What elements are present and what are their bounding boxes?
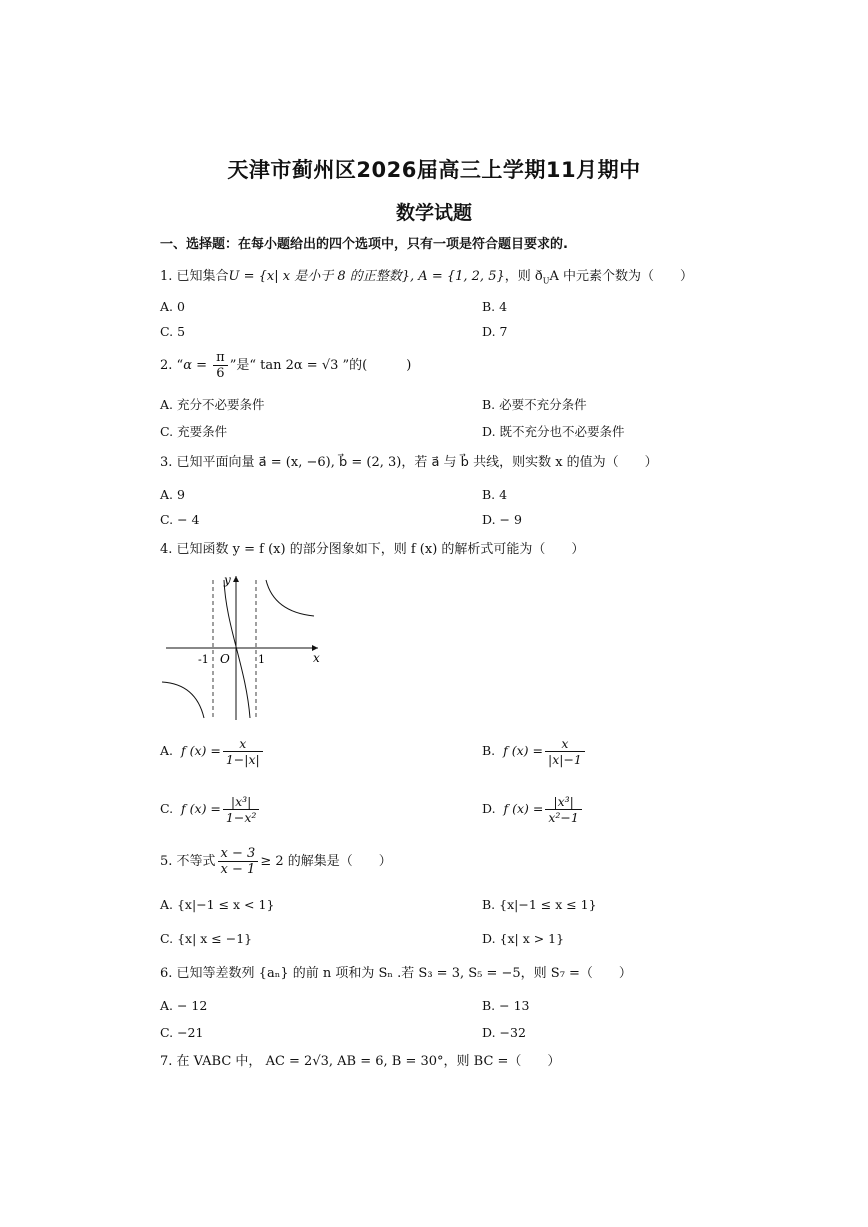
curve-middle-branch xyxy=(224,580,250,718)
q2-option-b[interactable]: B. 必要不充分条件 xyxy=(482,397,587,412)
x-axis-label: x xyxy=(313,651,320,665)
q3-option-c[interactable]: C. − 4 xyxy=(160,512,200,527)
q1-option-d[interactable]: D. 7 xyxy=(482,324,508,339)
q2-fraction: $\frac{\pi}{6}$ xyxy=(213,350,228,381)
origin-label: O xyxy=(220,652,230,666)
question-2-stem: 2. “α = $\frac{\pi}{6}$ ”是“ tan 2α = √3 ”的( ) xyxy=(160,350,412,381)
q5-option-b[interactable]: B. {x|−1 ≤ x ≤ 1} xyxy=(482,897,597,912)
q6-option-b[interactable]: B. − 13 xyxy=(482,998,530,1013)
q6-option-a[interactable]: A. − 12 xyxy=(160,998,208,1013)
question-4-stem: 4. 已知函数 y = f (x) 的部分图象如下，则 f (x) 的解析式可能为（ ） xyxy=(160,542,585,557)
tick-label-pos1: 1 xyxy=(258,653,265,666)
question-3-stem: 3. 已知平面向量 a⃗ = (x, −6), b⃗ = (2, 3)，若 a⃗ 与 b⃗ 共线，则实数 x 的值为（ ） xyxy=(160,455,658,470)
q4-option-d[interactable]: D. f (x) = $\frac{\text{|x³|}}{\text{x²−1}}$ xyxy=(482,792,584,826)
q4-option-a[interactable]: A. f (x) = $\frac{x}{1-|x|}$ xyxy=(160,734,265,768)
q2-option-a[interactable]: A. 充分不必要条件 xyxy=(160,397,265,412)
q6-option-d[interactable]: D. −32 xyxy=(482,1025,526,1040)
curve-right-branch xyxy=(266,580,314,616)
exam-subtitle: 数学试题 xyxy=(395,202,472,224)
question-5-stem: 5. 不等式 $\frac{x - 3}{x - 1}$ ≥ 2 的解集是（ ） xyxy=(160,846,392,877)
q1-option-c[interactable]: C. 5 xyxy=(160,324,186,339)
q5-fraction: $\frac{x - 3}{x - 1}$ xyxy=(218,846,259,877)
q5-option-a[interactable]: A. {x|−1 ≤ x < 1} xyxy=(160,897,275,912)
q1-option-a[interactable]: A. 0 xyxy=(160,299,185,314)
tick-label-neg1: -1 xyxy=(198,653,209,666)
section-heading: 一、选择题：在每小题给出的四个选项中，只有一项是符合题目要求的. xyxy=(160,237,568,252)
q1-option-b[interactable]: B. 4 xyxy=(482,299,508,314)
q6-option-c[interactable]: C. −21 xyxy=(160,1025,204,1040)
q2-option-d[interactable]: D. 既不充分也不必要条件 xyxy=(482,424,625,439)
q5-option-d[interactable]: D. {x| x > 1} xyxy=(482,931,565,946)
q3-option-d[interactable]: D. − 9 xyxy=(482,512,522,527)
q5-option-c[interactable]: C. {x| x ≤ −1} xyxy=(160,931,253,946)
q4-option-b[interactable]: B. f (x) = $\frac{x}{|x|-1}$ xyxy=(482,734,587,768)
question-1-stem: 1. 已知集合U = {x| x 是小于 8 的正整数}, A = {1, 2, 5}，则 $ð_UA$ 中元素个数为（ ） xyxy=(160,269,693,286)
question-6-stem: 6. 已知等差数列 {aₙ} 的前 n 项和为 Sₙ .若 S₃ = 3, S₅ = −5，则 S₇ =（ ） xyxy=(160,966,632,981)
q3-option-a[interactable]: A. 9 xyxy=(160,487,185,502)
q4-option-c[interactable]: C. f (x) = $\frac{\text{|x³|}}{\text{1−x²}}$ xyxy=(160,792,261,826)
y-axis-label: y xyxy=(224,573,231,587)
q3-option-b[interactable]: B. 4 xyxy=(482,487,508,502)
exam-title: 天津市蓟州区2026届高三上学期11月期中 xyxy=(227,158,641,182)
curve-left-branch xyxy=(162,682,204,718)
q2-option-c[interactable]: C. 充要条件 xyxy=(160,424,228,439)
function-graph xyxy=(158,572,324,722)
question-7-stem: 7. 在 VABC 中， AC = 2√3, AB = 6, B = 30°，则 BC =（ ） xyxy=(160,1054,561,1069)
y-axis-arrow xyxy=(233,576,239,582)
